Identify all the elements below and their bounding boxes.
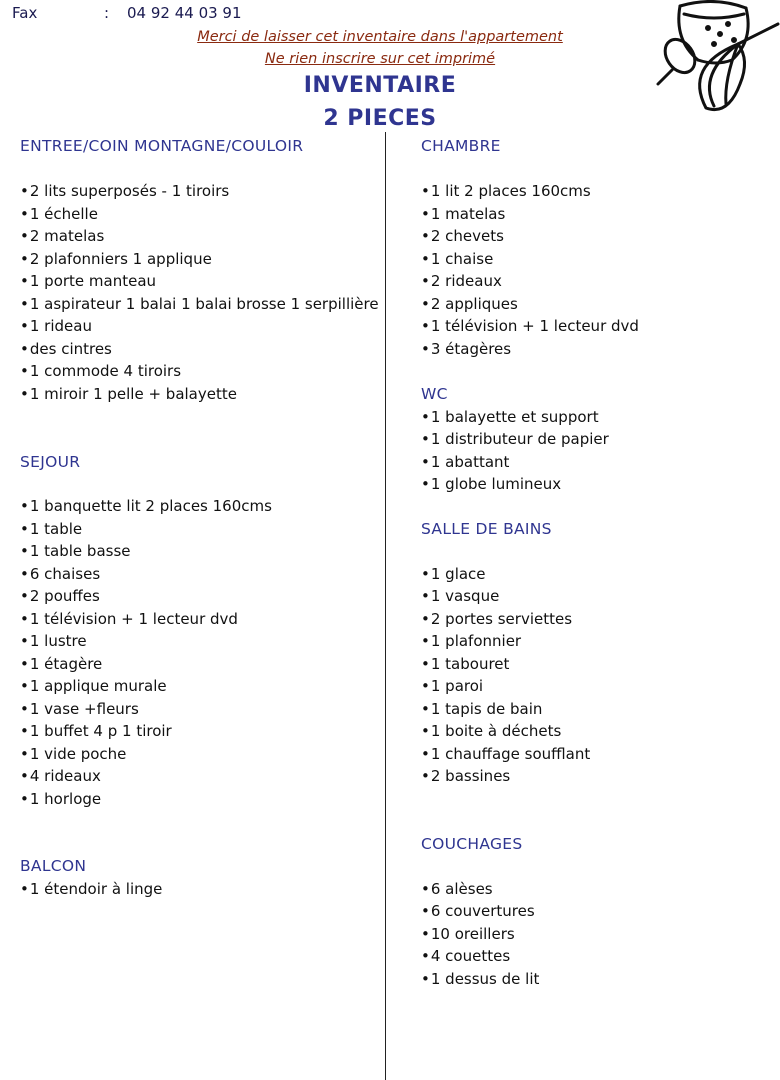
list-item: • 1 porte manteau: [20, 272, 156, 290]
list-item: • 1 matelas: [421, 205, 505, 223]
list-item: • 1 abattant: [421, 453, 509, 471]
list-item: • 2 portes serviettes: [421, 610, 572, 628]
list-item: • 1 vase +fleurs: [20, 700, 139, 718]
section-title-couchages: COUCHAGES: [421, 835, 523, 853]
list-item: • 2 pouffes: [20, 587, 100, 605]
list-item: • 1 lit 2 places 160cms: [421, 182, 591, 200]
list-item: • 1 glace: [421, 565, 486, 583]
list-item: • 1 globe lumineux: [421, 475, 561, 493]
section-title-chambre: CHAMBRE: [421, 137, 501, 155]
list-item: • 1 rideau: [20, 317, 92, 335]
list-item: • 1 télévision + 1 lecteur dvd: [20, 610, 238, 628]
list-item: • 1 échelle: [20, 205, 98, 223]
list-item: • 6 alèses: [421, 880, 493, 898]
notice-leave-inventory: Merci de laisser cet inventaire dans l'appartement: [197, 29, 563, 45]
section-title-sejour: SEJOUR: [20, 453, 81, 471]
list-item: • 2 bassines: [421, 767, 510, 785]
list-item: • 2 chevets: [421, 227, 504, 245]
list-item: • 1 dessus de lit: [421, 970, 539, 988]
list-item: • 1 lustre: [20, 632, 87, 650]
cooking-logo-icon: [628, 0, 780, 125]
page-title: INVENTAIRE: [303, 73, 457, 98]
list-item: • 1 étagère: [20, 655, 102, 673]
list-item: • 3 étagères: [421, 340, 511, 358]
list-item: • 10 oreillers: [421, 925, 515, 943]
list-item: • 1 horloge: [20, 790, 101, 808]
list-item: • 2 appliques: [421, 295, 518, 313]
list-item: • 1 tapis de bain: [421, 700, 542, 718]
list-item: • 1 table basse: [20, 542, 131, 560]
list-item: • 1 chaise: [421, 250, 493, 268]
list-item: • 1 paroi: [421, 677, 483, 695]
list-item: • 1 aspirateur 1 balai 1 balai brosse 1 serpillière: [20, 295, 379, 313]
section-title-balcon: BALCON: [20, 857, 87, 875]
list-item: • 6 chaises: [20, 565, 100, 583]
column-divider: [385, 132, 386, 1080]
list-item: • 1 plafonnier: [421, 632, 521, 650]
list-item: • 6 couvertures: [421, 902, 535, 920]
list-item: • 1 distributeur de papier: [421, 430, 609, 448]
list-item: • 2 lits superposés - 1 tiroirs: [20, 182, 229, 200]
list-item: • 1 table: [20, 520, 82, 538]
list-item: • 2 plafonniers 1 applique: [20, 250, 212, 268]
notice-do-not-write: Ne rien inscrire sur cet imprimé: [264, 51, 496, 67]
list-item: • 1 tabouret: [421, 655, 509, 673]
list-item: • 1 vide poche: [20, 745, 126, 763]
list-item: • 1 buffet 4 p 1 tiroir: [20, 722, 172, 740]
list-item: • 2 matelas: [20, 227, 104, 245]
list-item: • 1 chauffage soufflant: [421, 745, 590, 763]
list-item: • 1 vasque: [421, 587, 499, 605]
fax-label: Fax: [12, 4, 38, 22]
list-item: • 1 boite à déchets: [421, 722, 561, 740]
list-item: • 1 banquette lit 2 places 160cms: [20, 497, 272, 515]
list-item: • 1 applique murale: [20, 677, 167, 695]
list-item: • des cintres: [20, 340, 112, 358]
page-subtitle: 2 PIECES: [323, 106, 437, 131]
list-item: • 1 commode 4 tiroirs: [20, 362, 181, 380]
section-title-salle-de-bains: SALLE DE BAINS: [421, 520, 552, 538]
list-item: • 1 miroir 1 pelle + balayette: [20, 385, 237, 403]
fax-number: 04 92 44 03 91: [127, 4, 242, 22]
list-item: • 1 balayette et support: [421, 408, 599, 426]
section-title-wc: WC: [421, 385, 448, 403]
list-item: • 1 étendoir à linge: [20, 880, 162, 898]
fax-line: [12, 4, 242, 22]
section-title-entree: ENTREE/COIN MONTAGNE/COULOIR: [20, 137, 304, 155]
fax-separator: :: [104, 4, 110, 22]
list-item: • 2 rideaux: [421, 272, 502, 290]
list-item: • 4 couettes: [421, 947, 510, 965]
list-item: • 4 rideaux: [20, 767, 101, 785]
list-item: • 1 télévision + 1 lecteur dvd: [421, 317, 639, 335]
